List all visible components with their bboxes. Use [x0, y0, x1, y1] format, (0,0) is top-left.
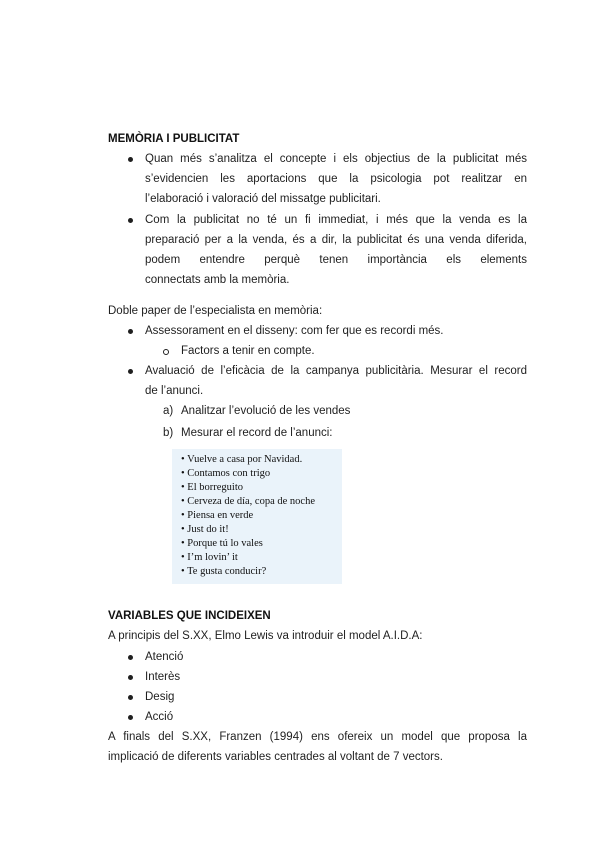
ordered-list-item: Analitzar l’evolució de les vendes	[181, 405, 351, 417]
list-item: Interès	[145, 671, 181, 683]
list-item-line: Avaluació de l’eficàcia de la campanya publicitària. Mesurar el record	[145, 365, 527, 377]
list-item: Assessorament en el disseny: com fer que es recordi més.	[145, 325, 444, 337]
paragraph-line: Quan més s’analitza el concepte i els objectius de la publicitat més	[145, 153, 527, 165]
paragraph-line: preparació per a la venda, és a dir, la publicitat és una venda diferida,	[145, 234, 527, 246]
list-item: Acció	[145, 711, 174, 723]
ordered-list-item: Mesurar el record de l’anunci:	[181, 427, 333, 439]
bullet-icon	[128, 655, 133, 660]
list-item: Atenció	[145, 651, 184, 663]
slogan-line: • Porque tú lo vales	[181, 538, 263, 549]
section-heading-memoria: MEMÒRIA I PUBLICITAT	[108, 133, 240, 145]
paragraph-line: Com la publicitat no té un fi immediat, i més que la venda es la	[145, 214, 527, 226]
paragraph-intro: Doble paper de l’especialista en memòria:	[108, 305, 323, 317]
paragraph-line: s’evidencien les aportacions que la psicologia pot realitzar en	[145, 173, 527, 185]
bullet-icon	[128, 715, 133, 720]
slogan-line: • Cerveza de día, copa de noche	[181, 496, 315, 507]
slogan-line: • Vuelve a casa por Navidad.	[181, 454, 303, 465]
hollow-bullet-icon	[163, 349, 169, 355]
slogan-line: • Contamos con trigo	[181, 468, 271, 479]
paragraph-line: podem entendre perquè tenen importància els elements	[145, 254, 527, 266]
bullet-icon	[128, 675, 133, 680]
bullet-icon	[128, 218, 133, 223]
bullet-icon	[128, 695, 133, 700]
list-marker: b)	[163, 427, 174, 439]
paragraph-line: l’elaboració i valoració del missatge publicitari.	[145, 193, 381, 205]
bullet-icon	[128, 157, 133, 162]
sub-list-item: Factors a tenir en compte.	[181, 345, 315, 357]
section-heading-variables: VARIABLES QUE INCIDEIXEN	[108, 610, 271, 622]
bullet-icon	[128, 329, 133, 334]
slogans-image	[172, 449, 342, 584]
list-item: Desig	[145, 691, 175, 703]
paragraph-intro: A principis del S.XX, Elmo Lewis va introduir el model A.I.D.A:	[108, 630, 423, 642]
slogan-line: • Just do it!	[181, 524, 229, 535]
paragraph-line: A finals del S.XX, Franzen (1994) ens ofereix un model que proposa la	[108, 731, 527, 743]
paragraph-line: implicació de diferents variables centrades al voltant de 7 vectors.	[108, 751, 443, 763]
list-item-line: de l’anunci.	[145, 385, 204, 397]
slogan-line: • Piensa en verde	[181, 510, 254, 521]
slogan-line: • Te gusta conducir?	[181, 566, 267, 577]
list-marker: a)	[163, 405, 174, 417]
slogan-line: • I’m lovin’ it	[181, 552, 238, 563]
paragraph-line: connectats amb la memòria.	[145, 274, 290, 286]
slogan-line: • El borreguito	[181, 482, 243, 493]
bullet-icon	[128, 369, 133, 374]
